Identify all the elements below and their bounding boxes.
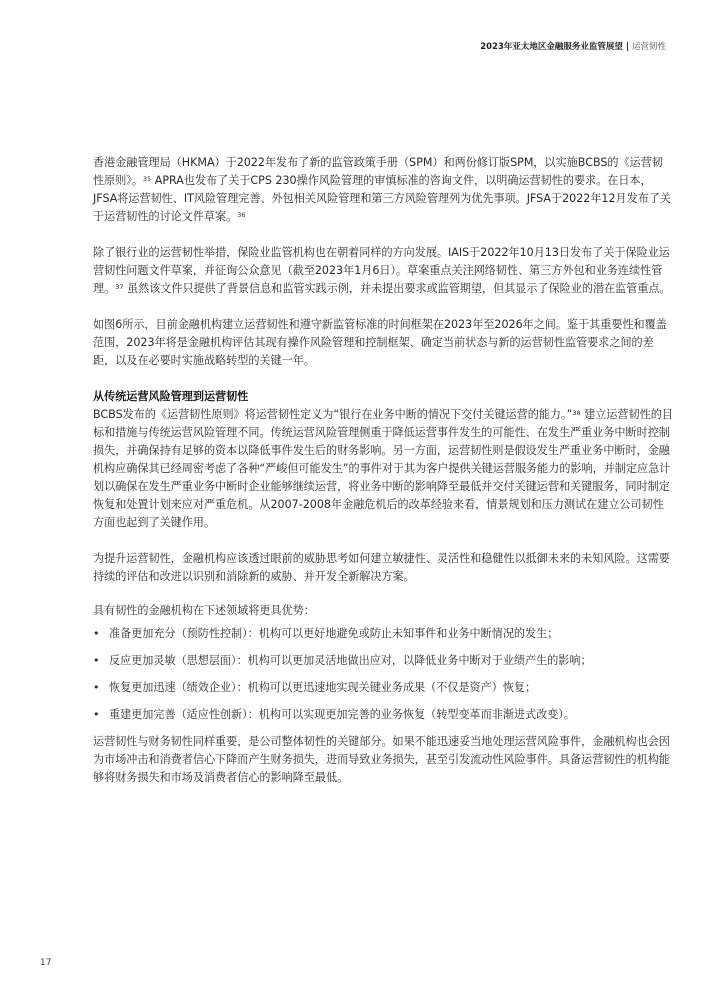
report-title: 2023年亚太地区金融服务业监管展望 bbox=[480, 42, 623, 52]
paragraph-text: 香港金融管理局（HKMA）于2022年发布了新的监管政策手册（SPM）和两份修订版SPM，以实施BCBS的《运营韧性原则》。 bbox=[93, 156, 663, 187]
paragraph-text: 虽然该文件只提供了背景信息和监管实践示例，并未提出要求或监管期望，但其显示了保险业的潜在监管重点。 bbox=[123, 282, 671, 295]
list-item: • 反应更加灵敏（思想层面）：机构可以更加灵活地做出应对，以降低业务中断对于业绩产生的影响； bbox=[93, 652, 673, 670]
body-text bbox=[93, 154, 673, 787]
footnote-ref-35: 35 bbox=[142, 175, 152, 183]
header-separator: | bbox=[625, 42, 629, 52]
paragraph-timeline: 如图6所示，目前金融机构建立运营韧性和遵守新监管标准的时间框架在2023年至2026年之间。鉴于其重要性和覆盖范围，2023年将是金融机构评估其现有操作风险管理和控制框架、确定当前状态与新的运营韧性监管要求之间的差距，以及在必要时实施战略转型的关键一年。 bbox=[93, 318, 667, 367]
footnote-ref-38: 38 bbox=[572, 409, 581, 417]
paragraph-insurance bbox=[93, 244, 673, 298]
section-name: 运营韧性 bbox=[631, 42, 666, 52]
footnote-ref-36: 36 bbox=[237, 211, 246, 219]
section-subheading: 从传统运营风险管理到运营韧性 bbox=[93, 390, 249, 403]
page-header bbox=[480, 40, 666, 52]
paragraph-financial-resilience: 运营韧性与财务韧性同样重要，是公司整体韧性的关键部分。如果不能迅速妥当地处理运营风险事件，金融机构也会因为市场冲击和消费者信心下降而产生财务损失，进而导致业务损失，甚至引发流动性风险事件。具备运营韧性的机构能够将财务损失和市场及消费者信心的影响降至最低。 bbox=[93, 735, 670, 784]
paragraph-text: APRA也发布了关于CPS 230操作风险管理的审慎标准的咨询文件，以明确运营韧性的要求。在日本，JFSA将运营韧性、IT风险管理完善、外包相关风险管理和第三方风险管理列为优先事项。JFSA于2022年12月发布了关于运营韧性的讨论文件草案。 bbox=[93, 174, 672, 223]
footnote-ref-37: 37 bbox=[115, 283, 124, 291]
list-item: • 重建更加完善（适应性创新）：机构可以实现更加完善的业务恢复（转型变革而非渐进式改变）。 bbox=[93, 706, 673, 724]
paragraph-advantages-intro: 具有韧性的金融机构在下述领域将更具优势： bbox=[93, 604, 315, 617]
paragraph-bcbs-definition bbox=[93, 406, 673, 532]
advantages-list bbox=[93, 625, 673, 724]
page-number: 17 bbox=[40, 958, 52, 968]
paragraph-enhance-resilience: 为提升运营韧性，金融机构应该透过眼前的威胁思考如何建立敏捷性、灵活性和稳健性以抵御未来的未知风险。这需要持续的评估和改进以识别和消除新的威胁、并开发全新解决方案。 bbox=[93, 552, 670, 583]
paragraph-hkma-apra-jfsa bbox=[93, 154, 673, 226]
paragraph-text: BCBS发布的《运营韧性原则》将运营韧性定义为“银行在业务中断的情况下交付关键运营的能力。” bbox=[93, 408, 573, 421]
list-item: • 准备更加充分（预防性控制）：机构可以更好地避免或防止未知事件和业务中断情况的发生； bbox=[93, 625, 673, 643]
list-item: • 恢复更加迅速（绩效企业）：机构可以更迅速地实现关键业务成果（不仅是资产）恢复； bbox=[93, 679, 673, 697]
paragraph-text: 建立运营韧性的目标和措施与传统运营风险管理不同。传统运营风险管理侧重于降低运营事件发生的可能性、在发生严重业务中断时控制损失，并确保持有足够的资本以降低事件发生后的财务影响。另一方面，运营韧性则是假设发生严重业务中断时，金融机构应确保其已经周密考虑了各种“严峻但可能发生”的事件对于其为客户提供关键运营服务能力的影响，并制定应急计划以确保在发生严重业务中断时企业能够继续运营，将业务中断的影响降至最低并交付关键运营和关键服务，同时制定恢复和处置计划来应对严重危机。从2007-2008年金融危机后的改革经验来看，情景规划和压力测试在建立公司韧性方面也起到了关键作用。 bbox=[93, 408, 673, 529]
paragraph-text: 除了银行业的运营韧性举措，保险业监管机构也在朝着同样的方向发展。IAIS于2022年10月13日发布了关于保险业运营韧性问题文件草案，并征询公众意见（截至2023年1月6日）。草案重点关注网络韧性、第三方外包和业务连续性管理。 bbox=[93, 246, 670, 295]
